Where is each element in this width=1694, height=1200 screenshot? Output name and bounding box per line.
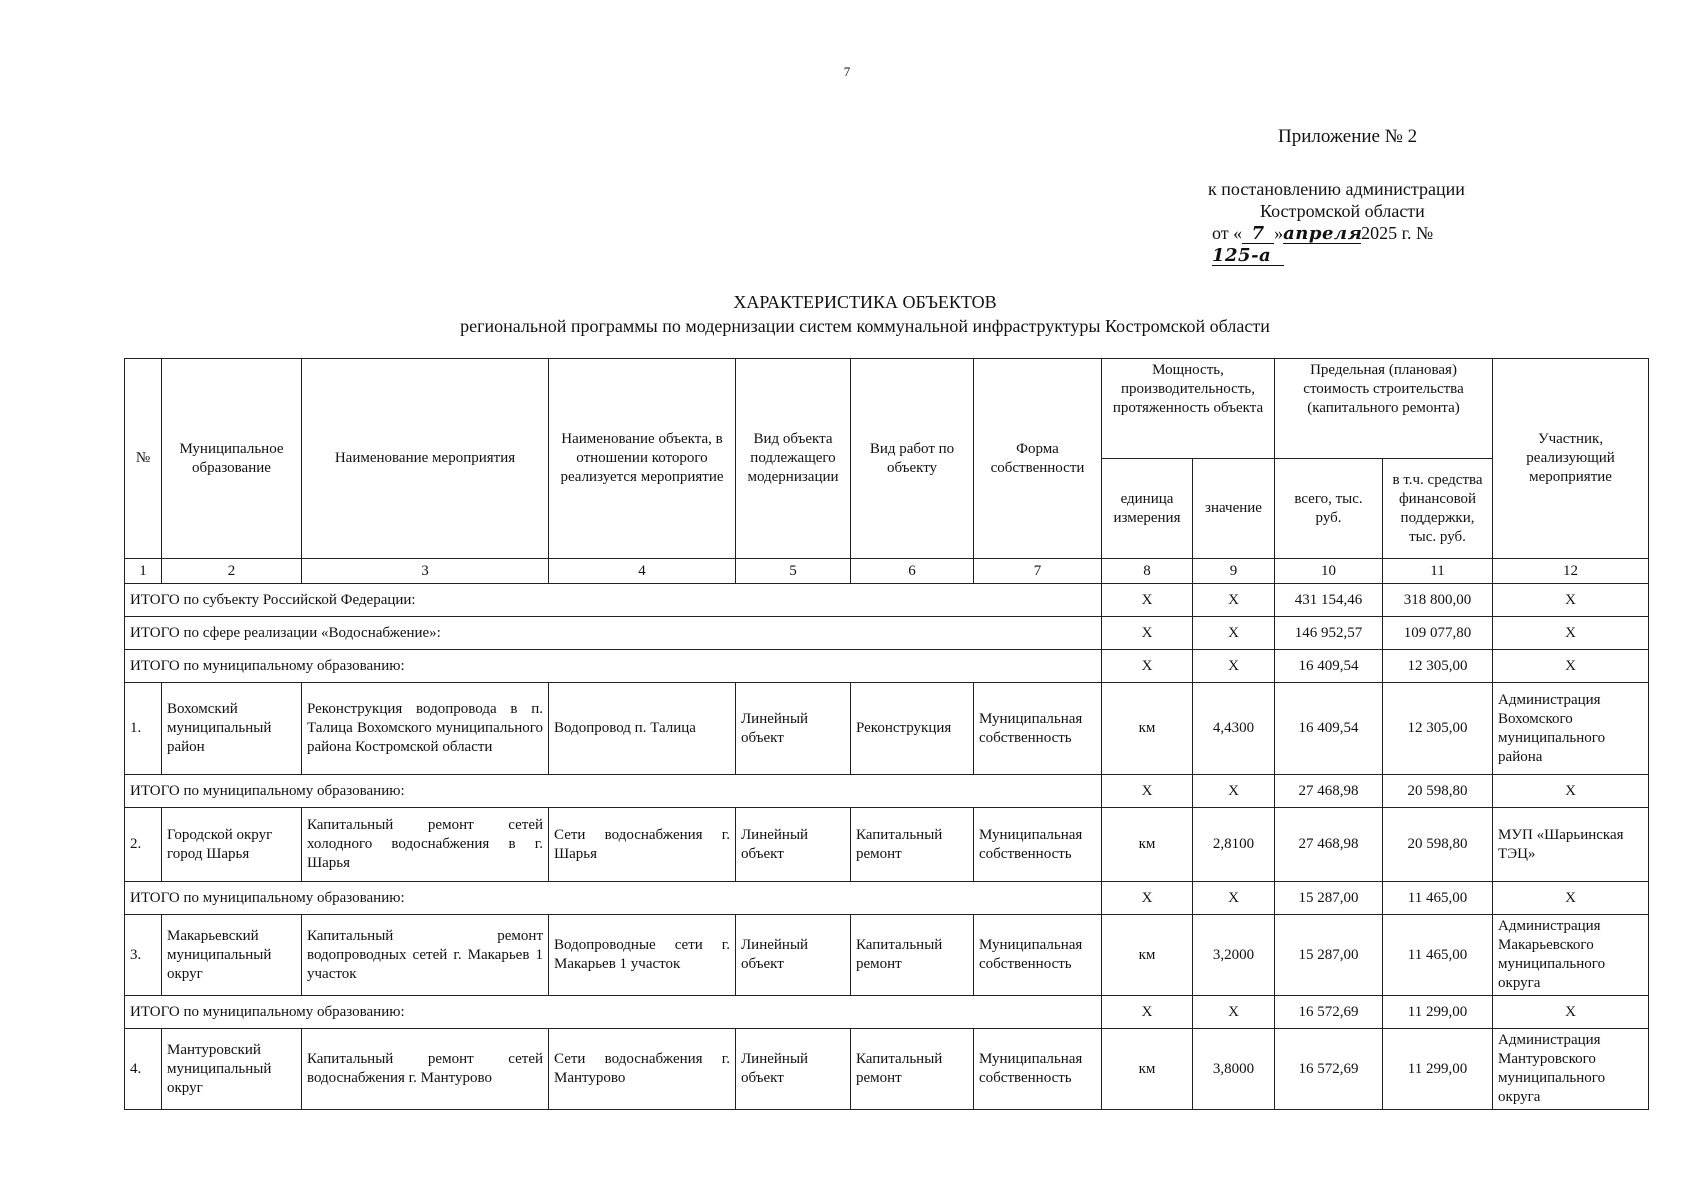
- row-cost-total: 15 287,00: [1275, 915, 1383, 996]
- row-no: 4.: [125, 1029, 162, 1110]
- row-municipality: Городской округ город Шарья: [162, 808, 302, 882]
- total-unit: Х: [1102, 617, 1193, 650]
- decree-day-handwritten: 7: [1242, 225, 1274, 244]
- row-object-type: Линейный объект: [736, 808, 851, 882]
- total-row-sphere: [125, 617, 1649, 650]
- header-work-type: Вид работ по объекту: [851, 359, 974, 559]
- table-row: [125, 808, 1649, 882]
- decree-month-handwritten: апреля: [1283, 223, 1363, 244]
- document-subtitle: региональной программы по модернизации систем коммунальной инфраструктуры Костромской области: [460, 316, 1270, 336]
- row-value: 2,8100: [1193, 808, 1275, 882]
- row-measure: Реконструкция водопровода в п. Талица Вохомского муниципального района Костромской области: [302, 683, 549, 775]
- total-participant: Х: [1493, 882, 1649, 915]
- total-row-municipality: [125, 775, 1649, 808]
- appendix-label: Приложение № 2: [1278, 126, 1418, 147]
- row-unit: км: [1102, 808, 1193, 882]
- decree-line-2: Костромской области: [1260, 201, 1425, 221]
- row-no: 1.: [125, 683, 162, 775]
- row-municipality: Мантуровский муниципальный округ: [162, 1029, 302, 1110]
- total-support: 318 800,00: [1383, 584, 1493, 617]
- total-row-subject: [125, 584, 1649, 617]
- total-label: ИТОГО по сфере реализации «Водоснабжение»:: [125, 617, 1102, 650]
- total-support: 11 465,00: [1383, 882, 1493, 915]
- row-object-type: Линейный объект: [736, 915, 851, 996]
- total-cost: 146 952,57: [1275, 617, 1383, 650]
- total-cost: 27 468,98: [1275, 775, 1383, 808]
- row-unit: км: [1102, 1029, 1193, 1110]
- total-unit: Х: [1102, 996, 1193, 1029]
- decree-date-line: [1208, 222, 1488, 266]
- decree-line-1: к постановлению администрации: [1208, 179, 1465, 199]
- total-value: Х: [1193, 996, 1275, 1029]
- row-work-type: Капитальный ремонт: [851, 1029, 974, 1110]
- total-support: 11 299,00: [1383, 996, 1493, 1029]
- row-object-name: Водопровод п. Талица: [549, 683, 736, 775]
- row-work-type: Капитальный ремонт: [851, 808, 974, 882]
- column-number: 8: [1102, 559, 1193, 584]
- column-number: 9: [1193, 559, 1275, 584]
- page-number: 7: [843, 64, 851, 79]
- total-label: ИТОГО по муниципальному образованию:: [125, 882, 1102, 915]
- table-row: [125, 915, 1649, 996]
- total-value: Х: [1193, 882, 1275, 915]
- row-object-name: Сети водоснабжения г. Мантурово: [549, 1029, 736, 1110]
- total-row-municipality: [125, 996, 1649, 1029]
- objects-table: [124, 358, 1649, 1110]
- total-participant: Х: [1493, 650, 1649, 683]
- header-cost-total: всего, тыс. руб.: [1275, 459, 1383, 559]
- decree-from: от «: [1212, 223, 1243, 243]
- total-participant: Х: [1493, 775, 1649, 808]
- decree-year: 2025 г. №: [1361, 223, 1434, 243]
- column-number: 2: [162, 559, 302, 584]
- total-unit: Х: [1102, 650, 1193, 683]
- row-value: 3,2000: [1193, 915, 1275, 996]
- total-participant: Х: [1493, 584, 1649, 617]
- column-number: 6: [851, 559, 974, 584]
- row-ownership: Муниципальная собственность: [974, 808, 1102, 882]
- table-row: [125, 1029, 1649, 1110]
- total-label: ИТОГО по субъекту Российской Федерации:: [125, 584, 1102, 617]
- row-participant: Администрация Вохомского муниципального района: [1493, 683, 1649, 775]
- total-participant: Х: [1493, 617, 1649, 650]
- header-participant: Участник, реализующий мероприятие: [1493, 359, 1649, 559]
- decree-reference: [1208, 178, 1488, 266]
- column-number: 3: [302, 559, 549, 584]
- row-cost-total: 16 572,69: [1275, 1029, 1383, 1110]
- row-participant: Администрация Макарьевского муниципального округа: [1493, 915, 1649, 996]
- column-numbers-row: [125, 559, 1649, 584]
- total-value: Х: [1193, 584, 1275, 617]
- total-cost: 16 572,69: [1275, 996, 1383, 1029]
- header-unit: единица измерения: [1102, 459, 1193, 559]
- total-label: ИТОГО по муниципальному образованию:: [125, 650, 1102, 683]
- total-label: ИТОГО по муниципальному образованию:: [125, 775, 1102, 808]
- row-object-type: Линейный объект: [736, 683, 851, 775]
- total-participant: Х: [1493, 996, 1649, 1029]
- header-cost-support: в т.ч. средства финансовой поддержки, тыс. руб.: [1383, 459, 1493, 559]
- row-ownership: Муниципальная собственность: [974, 1029, 1102, 1110]
- row-municipality: Вохомский муниципальный район: [162, 683, 302, 775]
- total-unit: Х: [1102, 882, 1193, 915]
- row-cost-support: 20 598,80: [1383, 808, 1493, 882]
- total-value: Х: [1193, 650, 1275, 683]
- total-cost: 431 154,46: [1275, 584, 1383, 617]
- row-value: 4,4300: [1193, 683, 1275, 775]
- row-participant: МУП «Шарьинская ТЭЦ»: [1493, 808, 1649, 882]
- row-ownership: Муниципальная собственность: [974, 915, 1102, 996]
- column-number: 1: [125, 559, 162, 584]
- row-unit: км: [1102, 915, 1193, 996]
- document-title: ХАРАКТЕРИСТИКА ОБЪЕКТОВ: [733, 292, 997, 312]
- header-measure: Наименование мероприятия: [302, 359, 549, 559]
- header-capacity: Мощность, производительность, протяженность объекта: [1102, 359, 1275, 459]
- row-unit: км: [1102, 683, 1193, 775]
- total-cost: 16 409,54: [1275, 650, 1383, 683]
- row-work-type: Реконструкция: [851, 683, 974, 775]
- total-unit: Х: [1102, 584, 1193, 617]
- total-value: Х: [1193, 617, 1275, 650]
- total-unit: Х: [1102, 775, 1193, 808]
- row-cost-total: 27 468,98: [1275, 808, 1383, 882]
- row-measure: Капитальный ремонт водопроводных сетей г. Макарьев 1 участок: [302, 915, 549, 996]
- row-object-type: Линейный объект: [736, 1029, 851, 1110]
- row-object-name: Водопроводные сети г. Макарьев 1 участок: [549, 915, 736, 996]
- total-support: 20 598,80: [1383, 775, 1493, 808]
- row-measure: Капитальный ремонт сетей водоснабжения г. Мантурово: [302, 1029, 549, 1110]
- column-number: 11: [1383, 559, 1493, 584]
- row-value: 3,8000: [1193, 1029, 1275, 1110]
- row-no: 2.: [125, 808, 162, 882]
- header-ownership: Форма собственности: [974, 359, 1102, 559]
- row-measure: Капитальный ремонт сетей холодного водоснабжения в г. Шарья: [302, 808, 549, 882]
- row-cost-support: 12 305,00: [1383, 683, 1493, 775]
- total-row-municipality: [125, 882, 1649, 915]
- total-support: 12 305,00: [1383, 650, 1493, 683]
- total-cost: 15 287,00: [1275, 882, 1383, 915]
- total-value: Х: [1193, 775, 1275, 808]
- header-value: значение: [1193, 459, 1275, 559]
- decree-number-handwritten: 125-а: [1212, 247, 1284, 266]
- row-no: 3.: [125, 915, 162, 996]
- header-no: №: [125, 359, 162, 559]
- row-municipality: Макарьевский муниципальный округ: [162, 915, 302, 996]
- row-cost-support: 11 299,00: [1383, 1029, 1493, 1110]
- total-row-municipality: [125, 650, 1649, 683]
- column-number: 12: [1493, 559, 1649, 584]
- header-object-type: Вид объекта подлежащего модернизации: [736, 359, 851, 559]
- row-ownership: Муниципальная собственность: [974, 683, 1102, 775]
- column-number: 4: [549, 559, 736, 584]
- header-object-name: Наименование объекта, в отношении которого реализуется мероприятие: [549, 359, 736, 559]
- row-cost-total: 16 409,54: [1275, 683, 1383, 775]
- total-label: ИТОГО по муниципальному образованию:: [125, 996, 1102, 1029]
- total-support: 109 077,80: [1383, 617, 1493, 650]
- row-object-name: Сети водоснабжения г. Шарья: [549, 808, 736, 882]
- table-row: [125, 683, 1649, 775]
- header-municipality: Муниципальное образование: [162, 359, 302, 559]
- header-cost: Предельная (плановая) стоимость строительства (капитального ремонта): [1275, 359, 1493, 459]
- column-number: 5: [736, 559, 851, 584]
- row-work-type: Капитальный ремонт: [851, 915, 974, 996]
- column-number: 10: [1275, 559, 1383, 584]
- column-number: 7: [974, 559, 1102, 584]
- row-cost-support: 11 465,00: [1383, 915, 1493, 996]
- decree-mid: »: [1274, 223, 1284, 243]
- row-participant: Администрация Мантуровского муниципального округа: [1493, 1029, 1649, 1110]
